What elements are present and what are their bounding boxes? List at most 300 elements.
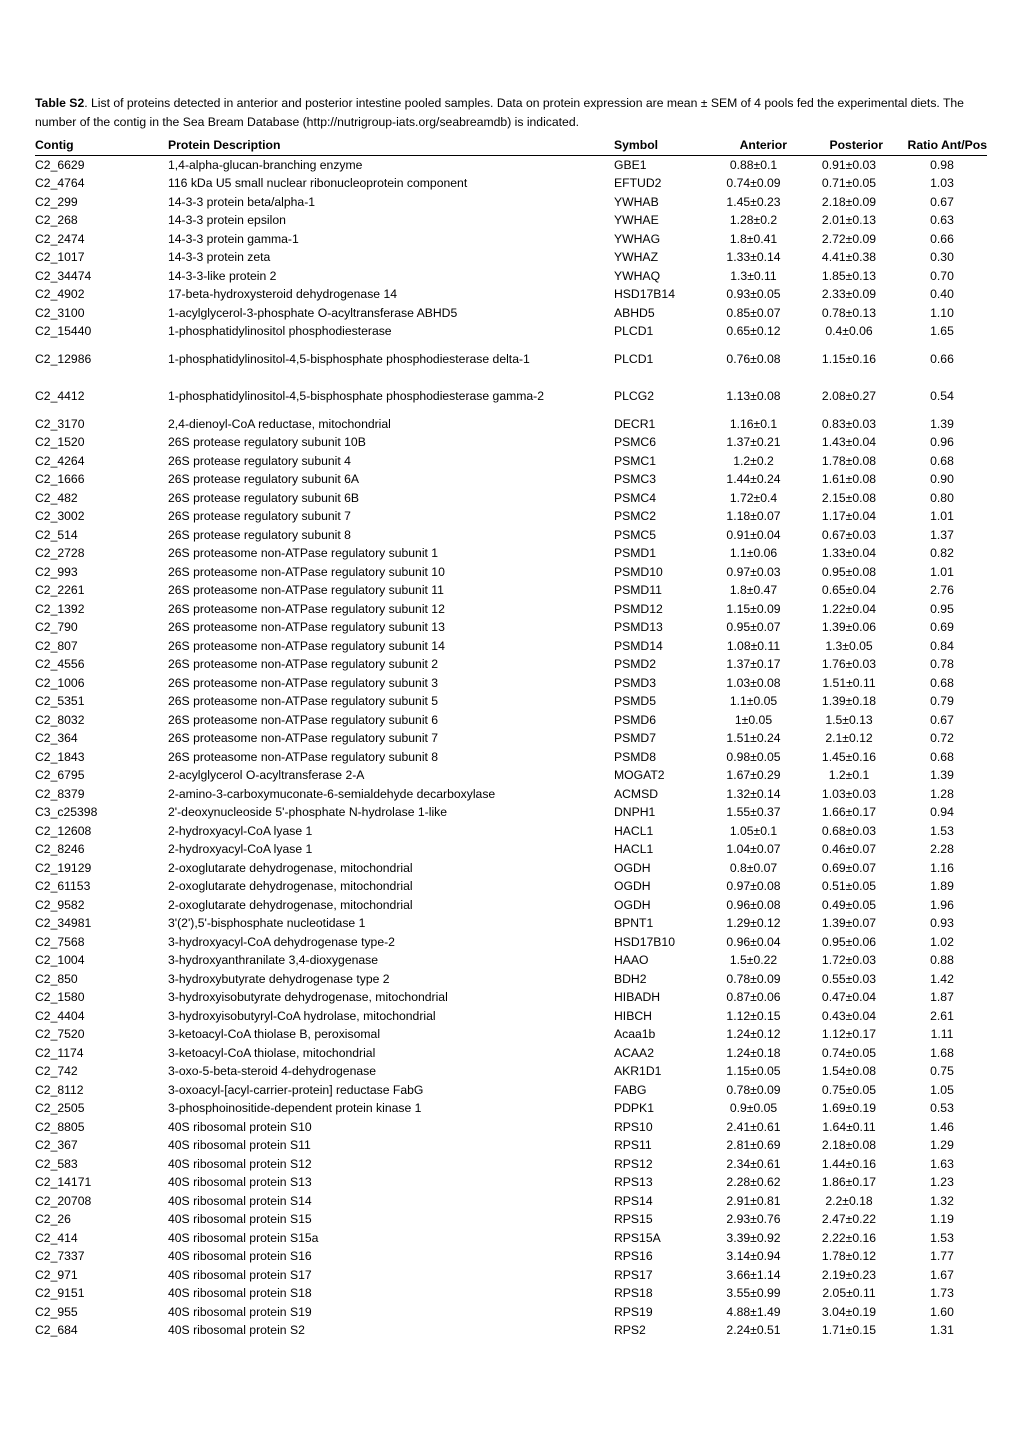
cell-description: 40S ribosomal protein S16 xyxy=(168,1249,312,1263)
cell-anterior: 1.33±0.14 xyxy=(726,250,781,264)
cell-description: 40S ribosomal protein S18 xyxy=(168,1286,312,1300)
header-anterior: Anterior xyxy=(706,136,801,155)
cell-symbol: PLCD1 xyxy=(614,324,654,338)
cell-contig: C2_12986 xyxy=(35,351,92,366)
cell-description: 2-oxoglutarate dehydrogenase, mitochondrial xyxy=(168,879,413,893)
header-symbol: Symbol xyxy=(614,136,706,155)
cell-ratio: 0.69 xyxy=(930,620,954,634)
cell-symbol: YWHAQ xyxy=(614,268,661,283)
table-header-row xyxy=(35,136,987,155)
cell-ratio: 0.67 xyxy=(930,194,954,209)
cell-anterior: 0.78±0.09 xyxy=(726,1082,781,1097)
cell-symbol: HACL1 xyxy=(614,842,654,856)
cell-symbol: ABHD5 xyxy=(614,305,655,320)
cell-symbol: RPS18 xyxy=(614,1286,653,1300)
cell-contig: C2_971 xyxy=(35,1267,78,1282)
cell-contig: C2_8112 xyxy=(35,1082,84,1097)
cell-contig: C2_1580 xyxy=(35,990,85,1004)
cell-posterior: 0.47±0.04 xyxy=(821,990,877,1004)
cell-posterior: 0.67±0.03 xyxy=(821,527,877,542)
cell-ratio: 0.84 xyxy=(930,638,954,653)
cell-symbol: OGDH xyxy=(614,897,651,912)
table-row xyxy=(35,1303,987,1322)
cell-anterior: 1.8±0.47 xyxy=(729,583,778,597)
cell-posterior: 0.69±0.07 xyxy=(821,860,877,875)
cell-description: 26S proteasome non-ATPase regulatory subunit 3 xyxy=(168,675,439,690)
table-row xyxy=(35,285,987,304)
table-row xyxy=(35,322,987,341)
cell-description: 3-ketoacyl-CoA thiolase, mitochondrial xyxy=(168,1045,376,1060)
cell-ratio: 2.76 xyxy=(930,583,954,597)
cell-contig: C2_20708 xyxy=(35,1193,92,1208)
cell-anterior: 1.45±0.23 xyxy=(726,194,781,209)
table-row xyxy=(35,1099,987,1118)
table-row xyxy=(35,970,987,989)
cell-posterior: 0.91±0.03 xyxy=(821,157,877,172)
cell-symbol: PSMD2 xyxy=(614,657,656,671)
cell-anterior: 2.34±0.61 xyxy=(726,1156,781,1171)
cell-ratio: 1.77 xyxy=(930,1249,954,1263)
cell-ratio: 1.46 xyxy=(930,1119,954,1134)
cell-anterior: 3.66±1.14 xyxy=(726,1267,781,1282)
cell-contig: C2_5351 xyxy=(35,694,85,708)
cell-symbol: RPS17 xyxy=(614,1267,653,1282)
cell-symbol: PSMD12 xyxy=(614,601,663,616)
cell-symbol: PDPK1 xyxy=(614,1101,654,1115)
cell-description: 3-hydroxyisobutyrate dehydrogenase, mitochondrial xyxy=(168,990,448,1004)
cell-description: 40S ribosomal protein S2 xyxy=(168,1323,305,1337)
cell-posterior: 1.5±0.13 xyxy=(825,712,873,727)
cell-posterior: 1.76±0.03 xyxy=(821,657,877,671)
cell-ratio: 0.70 xyxy=(930,268,954,283)
cell-contig: C2_4902 xyxy=(35,287,85,301)
cell-posterior: 0.71±0.05 xyxy=(821,176,877,190)
cell-contig: C2_3002 xyxy=(35,509,85,523)
cell-contig: C2_583 xyxy=(35,1156,78,1171)
cell-contig: C2_268 xyxy=(35,213,78,227)
table-row xyxy=(35,729,987,748)
cell-posterior: 0.83±0.03 xyxy=(821,416,877,431)
cell-posterior: 2.2±0.18 xyxy=(825,1193,873,1208)
table-row xyxy=(35,618,987,637)
cell-ratio: 0.63 xyxy=(930,213,954,227)
table-row xyxy=(35,155,987,174)
cell-description: 1-phosphatidylinositol-4,5-bisphosphate phosphodiesterase delta-1 xyxy=(168,351,530,366)
table-row xyxy=(35,1247,987,1266)
cell-ratio: 0.90 xyxy=(930,472,954,486)
cell-anterior: 0.85±0.07 xyxy=(726,305,781,320)
cell-posterior: 1.78±0.12 xyxy=(821,1249,877,1263)
cell-symbol: PSMC2 xyxy=(614,509,656,523)
cell-ratio: 1.68 xyxy=(930,1045,954,1060)
cell-posterior: 0.68±0.03 xyxy=(821,823,877,838)
cell-posterior: 1.64±0.11 xyxy=(822,1119,876,1134)
cell-description: 2'-deoxynucleoside 5'-phosphate N-hydrolase 1-like xyxy=(168,805,448,819)
cell-ratio: 0.82 xyxy=(930,546,954,560)
cell-posterior: 2.05±0.11 xyxy=(822,1286,876,1300)
cell-contig: C2_4264 xyxy=(35,453,85,468)
table-row xyxy=(35,803,987,822)
cell-description: 1-acylglycerol-3-phosphate O-acyltransferase ABHD5 xyxy=(168,305,458,320)
cell-anterior: 0.88±0.1 xyxy=(729,157,778,172)
cell-contig: C2_2728 xyxy=(35,546,85,560)
table-row xyxy=(35,859,987,878)
cell-contig: C2_3100 xyxy=(35,305,85,320)
cell-ratio: 1.28 xyxy=(930,786,954,801)
table-row xyxy=(35,248,987,267)
cell-contig: C2_367 xyxy=(35,1138,78,1152)
cell-ratio: 1.53 xyxy=(930,1230,954,1245)
cell-symbol: PSMD11 xyxy=(614,583,662,597)
cell-description: 40S ribosomal protein S15 xyxy=(168,1212,312,1226)
cell-ratio: 1.01 xyxy=(930,564,954,579)
cell-description: 2-oxoglutarate dehydrogenase, mitochondrial xyxy=(168,897,413,912)
cell-description: 2-hydroxyacyl-CoA lyase 1 xyxy=(168,823,313,838)
cell-posterior: 1.69±0.19 xyxy=(821,1101,877,1115)
cell-description: 3-ketoacyl-CoA thiolase B, peroxisomal xyxy=(168,1027,381,1041)
cell-description: 14-3-3-like protein 2 xyxy=(168,268,277,283)
cell-description: 26S proteasome non-ATPase regulatory subunit 12 xyxy=(168,601,445,616)
protein-table xyxy=(35,136,987,1340)
cell-description: 2-acylglycerol O-acyltransferase 2-A xyxy=(168,768,365,782)
cell-symbol: PSMD14 xyxy=(614,638,663,653)
cell-ratio: 2.28 xyxy=(930,842,954,856)
cell-symbol: HAAO xyxy=(614,953,649,967)
cell-anterior: 1.05±0.1 xyxy=(729,823,778,838)
cell-description: 3-oxo-5-beta-steroid 4-dehydrogenase xyxy=(168,1064,376,1078)
cell-description: 26S protease regulatory subunit 6B xyxy=(168,490,360,505)
cell-ratio: 2.61 xyxy=(930,1008,954,1023)
cell-posterior: 3.04±0.19 xyxy=(821,1304,877,1319)
cell-ratio: 1.31 xyxy=(930,1323,954,1337)
cell-contig: C2_19129 xyxy=(35,860,92,875)
cell-symbol: BPNT1 xyxy=(614,916,654,930)
cell-anterior: 2.41±0.61 xyxy=(726,1119,781,1134)
cell-contig: C2_8379 xyxy=(35,786,85,801)
table-row xyxy=(35,415,987,434)
cell-contig: C2_850 xyxy=(35,971,78,986)
table-row xyxy=(35,581,987,600)
cell-symbol: AKR1D1 xyxy=(614,1064,662,1078)
cell-description: 40S ribosomal protein S19 xyxy=(168,1304,312,1319)
cell-contig: C2_6629 xyxy=(35,157,85,172)
cell-anterior: 1.5±0.22 xyxy=(729,953,778,967)
table-row xyxy=(35,748,987,767)
cell-anterior: 0.97±0.03 xyxy=(726,564,781,579)
table-row xyxy=(35,470,987,489)
cell-description: 26S protease regulatory subunit 8 xyxy=(168,527,351,542)
cell-ratio: 1.11 xyxy=(930,1027,954,1041)
cell-ratio: 1.16 xyxy=(930,860,954,875)
cell-posterior: 4.41±0.38 xyxy=(821,250,877,264)
table-row xyxy=(35,1210,987,1229)
cell-symbol: HSD17B10 xyxy=(614,934,675,949)
cell-contig: C2_364 xyxy=(35,731,78,745)
table-row xyxy=(35,1136,987,1155)
cell-contig: C2_8246 xyxy=(35,842,85,856)
cell-posterior: 1.44±0.16 xyxy=(821,1156,877,1171)
cell-posterior: 2.22±0.16 xyxy=(821,1230,877,1245)
table-row xyxy=(35,1007,987,1026)
cell-contig: C2_4764 xyxy=(35,176,85,190)
cell-anterior: 1.24±0.18 xyxy=(726,1045,781,1060)
cell-anterior: 2.28±0.62 xyxy=(726,1175,781,1189)
cell-anterior: 1.67±0.29 xyxy=(726,768,781,782)
cell-contig: C2_1843 xyxy=(35,749,85,764)
table-row xyxy=(35,674,987,693)
cell-anterior: 1.2±0.2 xyxy=(733,453,774,468)
cell-ratio: 1.29 xyxy=(930,1138,954,1152)
cell-contig: C2_3170 xyxy=(35,416,85,431)
header-contig: Contig xyxy=(35,136,168,155)
cell-anterior: 1.03±0.08 xyxy=(726,675,781,690)
cell-anterior: 1.15±0.09 xyxy=(726,601,781,616)
cell-ratio: 0.75 xyxy=(930,1064,954,1078)
cell-contig: C2_482 xyxy=(35,490,78,505)
cell-description: 14-3-3 protein beta/alpha-1 xyxy=(168,194,316,209)
cell-ratio: 1.73 xyxy=(930,1286,954,1300)
cell-symbol: RPS15 xyxy=(614,1212,653,1226)
cell-symbol: PSMC3 xyxy=(614,472,656,486)
cell-posterior: 0.74±0.05 xyxy=(821,1045,877,1060)
cell-symbol: RPS19 xyxy=(614,1304,653,1319)
cell-anterior: 1.16±0.1 xyxy=(729,416,778,431)
table-row xyxy=(35,600,987,619)
cell-anterior: 0.97±0.08 xyxy=(726,879,781,893)
cell-symbol: PSMD3 xyxy=(614,675,656,690)
cell-ratio: 1.96 xyxy=(930,897,954,912)
cell-contig: C2_1006 xyxy=(35,675,85,690)
cell-ratio: 0.66 xyxy=(930,231,954,246)
cell-ratio: 1.63 xyxy=(930,1156,954,1171)
cell-contig: C2_1666 xyxy=(35,472,85,486)
cell-ratio: 1.67 xyxy=(930,1267,954,1282)
cell-anterior: 0.8±0.07 xyxy=(729,860,778,875)
cell-ratio: 1.65 xyxy=(930,324,954,338)
table-row xyxy=(35,840,987,859)
cell-anterior: 0.74±0.09 xyxy=(726,176,781,190)
cell-ratio: 0.80 xyxy=(930,490,954,505)
cell-posterior: 0.75±0.05 xyxy=(821,1082,877,1097)
table-row xyxy=(35,1062,987,1081)
cell-anterior: 1.18±0.07 xyxy=(726,509,781,523)
cell-anterior: 0.95±0.07 xyxy=(726,620,781,634)
cell-description: 3-hydroxyisobutyryl-CoA hydrolase, mitochondrial xyxy=(168,1008,436,1023)
table-row xyxy=(35,193,987,212)
cell-anterior: 0.96±0.04 xyxy=(726,934,781,949)
cell-contig: C2_4404 xyxy=(35,1008,85,1023)
cell-symbol: OGDH xyxy=(614,860,651,875)
cell-description: 1-phosphatidylinositol phosphodiesterase xyxy=(168,324,392,338)
table-row xyxy=(35,211,987,230)
cell-ratio: 1.32 xyxy=(930,1193,954,1208)
cell-symbol: PSMD8 xyxy=(614,749,656,764)
cell-anterior: 3.14±0.94 xyxy=(726,1249,781,1263)
cell-ratio: 0.30 xyxy=(930,250,954,264)
cell-contig: C2_1004 xyxy=(35,953,85,967)
cell-symbol: RPS16 xyxy=(614,1249,653,1263)
table-row xyxy=(35,988,987,1007)
cell-anterior: 1.44±0.24 xyxy=(726,472,781,486)
cell-posterior: 1.71±0.15 xyxy=(821,1323,877,1337)
cell-contig: C2_1174 xyxy=(35,1045,84,1060)
cell-symbol: RPS2 xyxy=(614,1323,646,1337)
cell-anterior: 0.91±0.04 xyxy=(726,527,781,542)
table-row xyxy=(35,785,987,804)
cell-anterior: 1.72±0.4 xyxy=(729,490,778,505)
cell-description: 26S proteasome non-ATPase regulatory subunit 2 xyxy=(168,657,439,671)
cell-contig: C2_2261 xyxy=(35,583,85,597)
cell-symbol: DECR1 xyxy=(614,416,656,431)
cell-contig: C2_742 xyxy=(35,1064,78,1078)
cell-ratio: 0.68 xyxy=(930,675,954,690)
cell-anterior: 0.98±0.05 xyxy=(726,749,781,764)
cell-posterior: 1.33±0.04 xyxy=(821,546,877,560)
table-row xyxy=(35,489,987,508)
cell-symbol: HIBADH xyxy=(614,990,661,1004)
cell-ratio: 1.39 xyxy=(930,768,954,782)
header-protein-description: Protein Description xyxy=(168,136,614,155)
cell-symbol: PSMC6 xyxy=(614,435,656,449)
cell-symbol: ACAA2 xyxy=(614,1045,654,1060)
cell-symbol: PSMC5 xyxy=(614,527,656,542)
cell-contig: C2_6795 xyxy=(35,768,85,782)
table-row xyxy=(35,914,987,933)
table-row xyxy=(35,637,987,656)
cell-symbol: PLCG2 xyxy=(614,388,654,403)
cell-posterior: 1.17±0.04 xyxy=(821,509,877,523)
cell-ratio: 0.54 xyxy=(930,388,954,403)
cell-posterior: 1.15±0.16 xyxy=(821,351,877,366)
cell-anterior: 1.8±0.41 xyxy=(729,231,778,246)
caption-label: Table S2 xyxy=(35,96,85,110)
table-row xyxy=(35,877,987,896)
cell-description: 1-phosphatidylinositol-4,5-bisphosphate phosphodiesterase gamma-2 xyxy=(168,388,545,403)
cell-ratio: 0.68 xyxy=(930,749,954,764)
cell-anterior: 1.13±0.08 xyxy=(726,388,781,403)
cell-anterior: 1.08±0.11 xyxy=(726,638,781,653)
cell-ratio: 0.98 xyxy=(930,157,954,172)
cell-contig: C2_955 xyxy=(35,1304,78,1319)
cell-contig: C2_9582 xyxy=(35,897,85,912)
cell-symbol: YWHAZ xyxy=(614,250,659,264)
cell-description: 1,4-alpha-glucan-branching enzyme xyxy=(168,157,363,172)
table-row xyxy=(35,507,987,526)
cell-description: 40S ribosomal protein S10 xyxy=(168,1119,312,1134)
cell-ratio: 1.23 xyxy=(930,1175,954,1189)
table-caption xyxy=(35,94,990,131)
cell-contig: C2_4412 xyxy=(35,388,85,403)
cell-posterior: 2.01±0.13 xyxy=(821,213,877,227)
cell-contig: C2_8805 xyxy=(35,1119,85,1134)
cell-contig: C2_7520 xyxy=(35,1027,85,1041)
cell-ratio: 1.53 xyxy=(930,823,954,838)
cell-contig: C2_34981 xyxy=(35,916,92,930)
cell-ratio: 0.78 xyxy=(930,657,954,671)
cell-posterior: 0.55±0.03 xyxy=(821,971,877,986)
cell-description: 26S proteasome non-ATPase regulatory subunit 6 xyxy=(168,712,439,727)
cell-anterior: 1.24±0.12 xyxy=(726,1027,781,1041)
cell-symbol: HSD17B14 xyxy=(614,287,675,301)
cell-symbol: PLCD1 xyxy=(614,351,654,366)
table-row xyxy=(35,896,987,915)
cell-contig: C2_9151 xyxy=(35,1286,85,1300)
cell-posterior: 0.51±0.05 xyxy=(821,879,877,893)
cell-anterior: 0.65±0.12 xyxy=(726,324,781,338)
cell-anterior: 2.93±0.76 xyxy=(726,1212,781,1226)
cell-symbol: PSMD13 xyxy=(614,620,663,634)
cell-anterior: 1.15±0.05 xyxy=(726,1064,781,1078)
table-row xyxy=(35,1229,987,1248)
cell-posterior: 0.65±0.04 xyxy=(821,583,877,597)
table-row xyxy=(35,1284,987,1303)
cell-anterior: 1.29±0.12 xyxy=(726,916,781,930)
cell-description: 40S ribosomal protein S17 xyxy=(168,1267,312,1282)
cell-ratio: 0.72 xyxy=(930,731,954,745)
cell-ratio: 0.67 xyxy=(930,712,954,727)
cell-posterior: 1.66±0.17 xyxy=(821,805,877,819)
cell-anterior: 0.9±0.05 xyxy=(729,1101,778,1115)
cell-anterior: 1.37±0.21 xyxy=(726,435,781,449)
cell-contig: C2_12608 xyxy=(35,823,92,838)
cell-anterior: 1.37±0.17 xyxy=(726,657,781,671)
cell-contig: C2_26 xyxy=(35,1212,71,1226)
cell-symbol: GBE1 xyxy=(614,157,647,172)
cell-description: 3-oxoacyl-[acyl-carrier-protein] reductase FabG xyxy=(168,1082,424,1097)
cell-description: 3-hydroxybutyrate dehydrogenase type 2 xyxy=(168,971,390,986)
cell-posterior: 1.3±0.05 xyxy=(825,638,873,653)
cell-anterior: 1.12±0.15 xyxy=(726,1008,781,1023)
cell-anterior: 1.1±0.06 xyxy=(729,546,778,560)
caption-text: . List of proteins detected in anterior and posterior intestine pooled samples. Data on protein expression are mean ± SEM of 4 pools fed the experimental diets. The number of the contig in the Sea Bream Database (http://nutrigroup-iats.org/seabreamdb) is indicated. xyxy=(35,96,964,129)
cell-contig: C2_807 xyxy=(35,638,78,653)
cell-anterior: 3.39±0.92 xyxy=(726,1230,781,1245)
cell-description: 26S proteasome non-ATPase regulatory subunit 1 xyxy=(168,546,439,560)
cell-symbol: RPS13 xyxy=(614,1175,653,1189)
table-body xyxy=(35,155,987,1340)
cell-contig: C2_993 xyxy=(35,564,78,579)
cell-symbol: RPS15A xyxy=(614,1230,661,1245)
cell-posterior: 1.86±0.17 xyxy=(821,1175,877,1189)
cell-contig: C2_14171 xyxy=(35,1175,92,1189)
cell-ratio: 1.03 xyxy=(930,176,954,190)
table-row xyxy=(35,341,987,378)
table-row xyxy=(35,822,987,841)
cell-ratio: 0.94 xyxy=(930,805,954,819)
cell-description: 40S ribosomal protein S12 xyxy=(168,1156,312,1171)
table-row xyxy=(35,433,987,452)
cell-description: 14-3-3 protein gamma-1 xyxy=(168,231,299,246)
cell-posterior: 1.39±0.06 xyxy=(821,620,877,634)
cell-anterior: 2.91±0.81 xyxy=(726,1193,781,1208)
cell-anterior: 0.93±0.05 xyxy=(726,287,781,301)
table-row xyxy=(35,1155,987,1174)
cell-contig: C2_7568 xyxy=(35,934,85,949)
cell-description: 40S ribosomal protein S14 xyxy=(168,1193,312,1208)
cell-posterior: 1.39±0.07 xyxy=(821,916,877,930)
cell-ratio: 1.39 xyxy=(930,416,954,431)
cell-symbol: PSMC1 xyxy=(614,453,656,468)
cell-posterior: 2.47±0.22 xyxy=(821,1212,877,1226)
cell-symbol: RPS14 xyxy=(614,1193,653,1208)
cell-anterior: 2.81±0.69 xyxy=(726,1138,781,1152)
cell-ratio: 0.79 xyxy=(930,694,954,708)
cell-ratio: 0.66 xyxy=(930,351,954,366)
cell-contig: C2_1520 xyxy=(35,435,85,449)
cell-posterior: 1.2±0.1 xyxy=(828,768,870,782)
table-row xyxy=(35,1173,987,1192)
cell-posterior: 2.72±0.09 xyxy=(821,231,877,246)
